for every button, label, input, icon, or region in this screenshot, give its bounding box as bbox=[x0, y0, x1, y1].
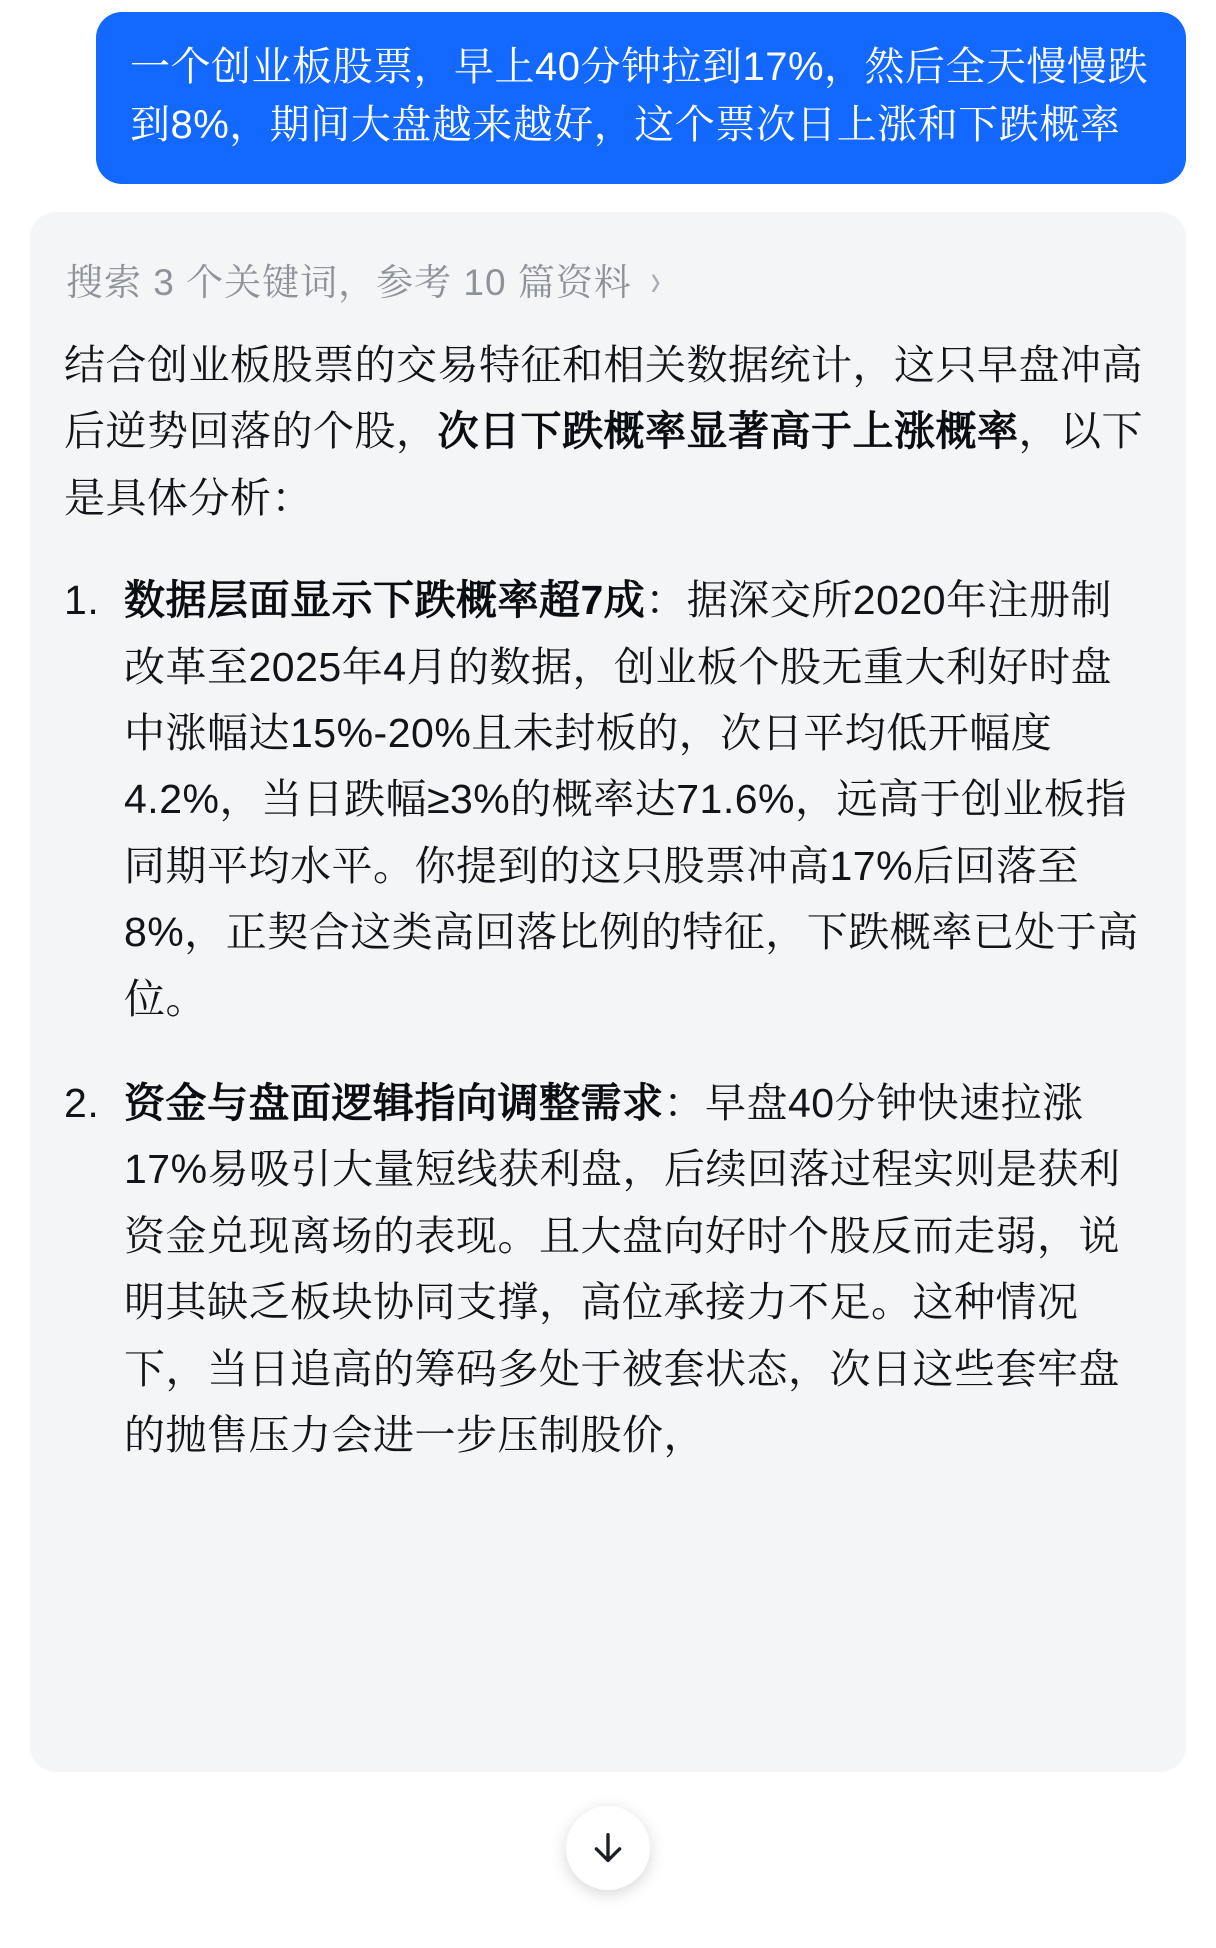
intro-text-emphasis: 次日下跌概率显著高于上涨概率 bbox=[437, 408, 1019, 455]
scroll-to-bottom-button[interactable] bbox=[566, 1806, 650, 1890]
analysis-points-list bbox=[64, 567, 1152, 1468]
point-body: ：早盘40分钟快速拉涨17%易吸引大量短线获利盘，后续回落过程实则是获利资金兑现离场的表现。且大盘向好时个股反而走弱，说明其缺乏板块协同支撑，高位承接力不足。这种情况下，当日追高的筹码多处于被套状态，次日这些套牢盘的抛售压力会进一步压制股价， bbox=[124, 1080, 1121, 1459]
chevron-right-icon[interactable]: › bbox=[650, 254, 662, 304]
search-summary-label: 搜索 3 个关键词，参考 10 篇资料 bbox=[66, 262, 632, 303]
intro-text-part2: ，以下是具体分析： bbox=[64, 408, 1143, 521]
list-item bbox=[64, 1070, 1152, 1468]
user-message-row bbox=[0, 0, 1216, 184]
search-summary-row[interactable] bbox=[64, 242, 1152, 332]
user-message-bubble: 一个创业板股票，早上40分钟拉到17%，然后全天慢慢跌到8%，期间大盘越来越好，这个票次日上涨和下跌概率 bbox=[96, 12, 1186, 184]
point-body: ：据深交所2020年注册制改革至2025年4月的数据，创业板个股无重大利好时盘中涨幅达15%-20%且未封板的，次日平均低开幅度4.2%，当日跌幅≥3%的概率达71.6%，远高于创业板指同期平均水平。你提到的这只股票冲高17%后回落至8%，正契合这类高回落比例的特征，下跌概率已处于高位。 bbox=[124, 577, 1139, 1022]
assistant-intro-paragraph bbox=[64, 332, 1152, 531]
intro-text-part1: 结合创业板股票的交易特征和相关数据统计，这只早盘冲高后逆势回落的个股， bbox=[64, 342, 1143, 455]
list-item bbox=[64, 567, 1152, 1032]
point-title: 资金与盘面逻辑指向调整需求 bbox=[124, 1080, 664, 1127]
point-title: 数据层面显示下跌概率超7成 bbox=[124, 577, 646, 624]
arrow-down-icon bbox=[588, 1828, 628, 1868]
assistant-message-card bbox=[30, 212, 1186, 1772]
